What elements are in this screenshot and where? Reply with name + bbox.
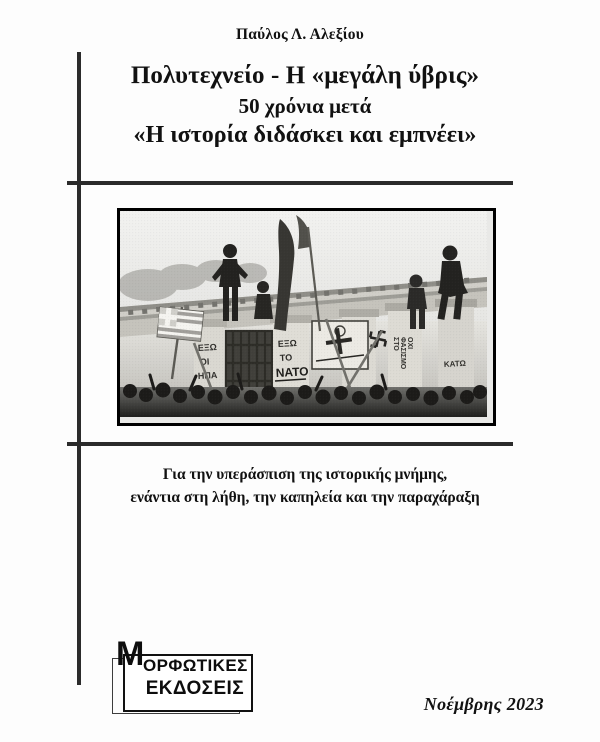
title-block: [90, 60, 520, 152]
title-line-3: «Η ιστορία διδάσκει και εμπνέει»: [133, 122, 477, 149]
logo-word-1: ΟΡΦΩΤΙΚΕΣ: [143, 656, 248, 675]
polytechnic-1973-photo: [120, 211, 487, 417]
logo-initial: Μ: [116, 635, 145, 673]
cover-photograph: [117, 208, 496, 426]
author-name: Παύλος Λ. Αλεξίου: [235, 26, 365, 43]
publication-date: Νοέμβρης 2023: [423, 694, 544, 714]
logo-word-2: ΕΚΔΟΣΕΙΣ: [145, 678, 244, 699]
horizontal-rule-top: [67, 181, 513, 185]
vertical-rule: [77, 52, 81, 685]
subtitle-block: [90, 463, 520, 510]
title-line-2: 50 χρόνια μετά: [238, 94, 372, 118]
subtitle-line-2: ενάντια στη λήθη, την καπηλεία και την παραχάραξη: [130, 489, 480, 507]
publisher-logo: [112, 635, 252, 714]
subtitle-line-1: Για την υπεράσπιση της ιστορικής μνήμης,: [162, 466, 448, 483]
title-line-1: Πολυτεχνείο - Η «μεγάλη ύβρις»: [130, 62, 480, 89]
horizontal-rule-bottom: [67, 442, 513, 446]
